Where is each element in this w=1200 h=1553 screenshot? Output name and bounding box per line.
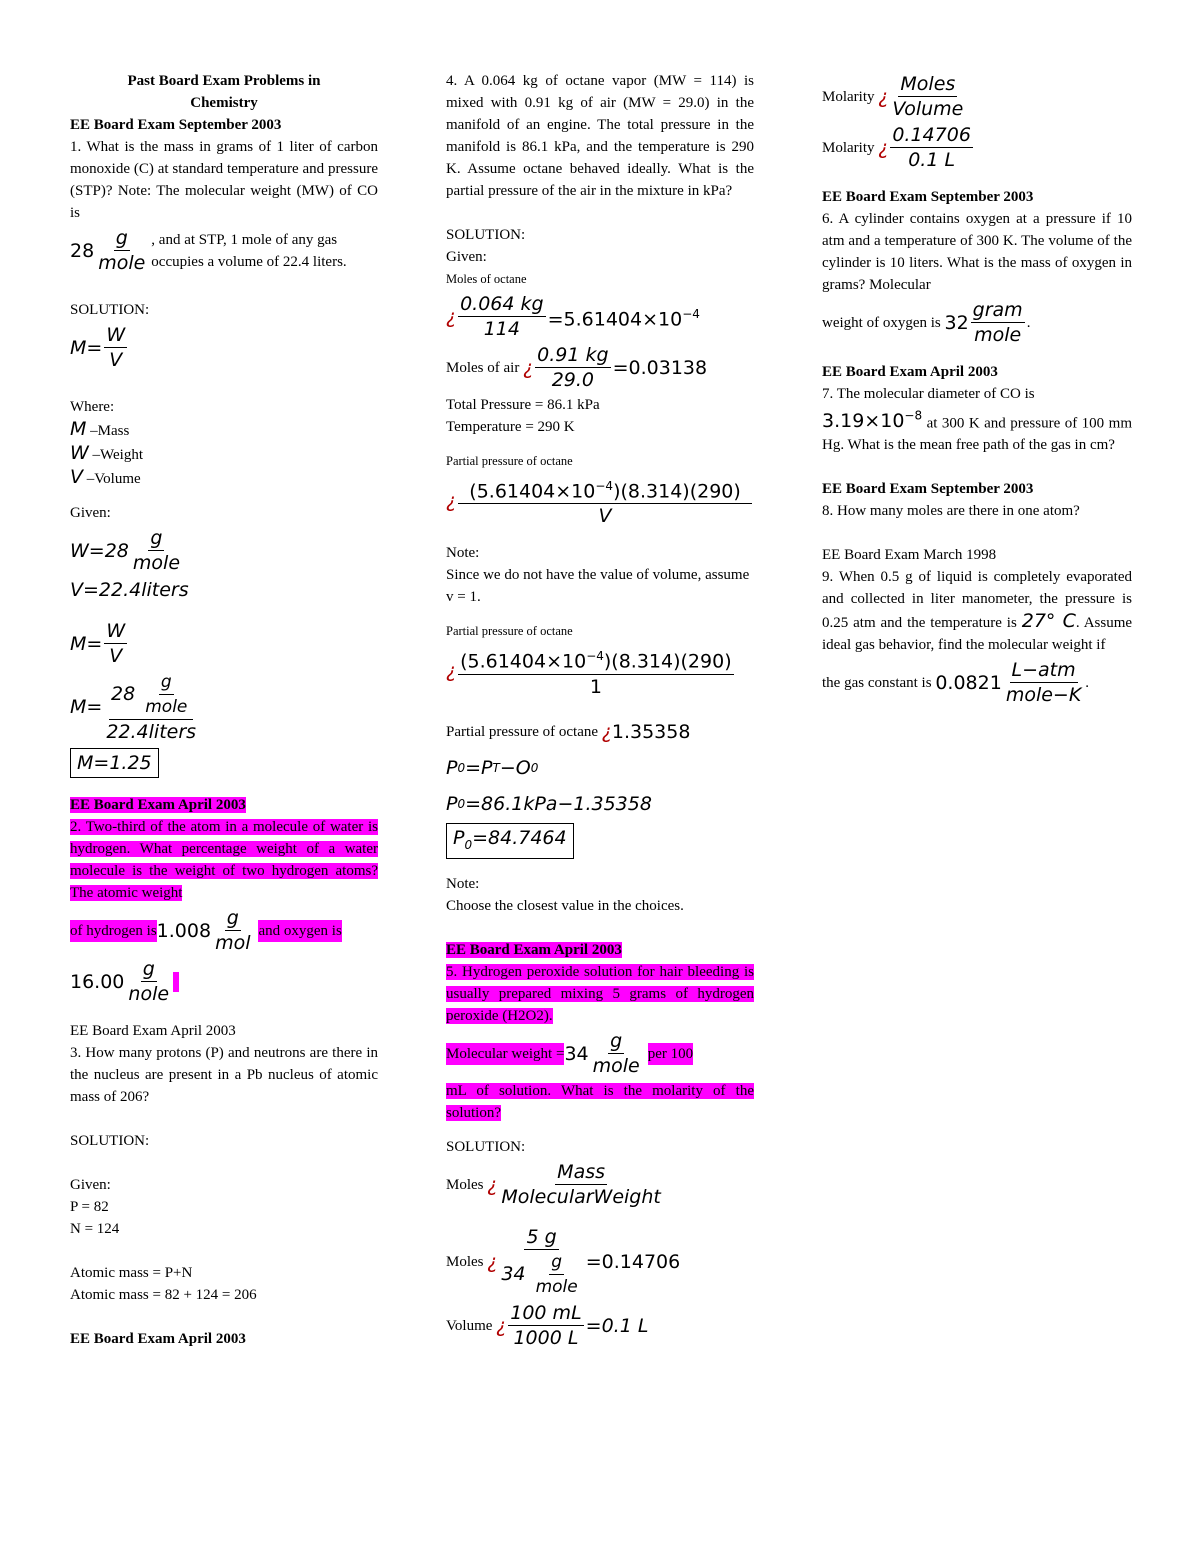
note-label-2: Note: <box>446 876 480 893</box>
problem-6-question: 6. A cylinder contains oxygen at a pressure if 10 atm and a temperature of 300 K. The volume of the cylinder is 10 liters. What is the mass of oxygen in grams? Molecular <box>822 211 1132 293</box>
problem-9-question: 9. When 0.5 g of liquid is completely evaporated and collected in liter manometer, the pressure is 0.25 atm and the temperature is 27° C. Assume ideal gas behavior, find the molecular weight if <box>822 569 1133 654</box>
problem-9-heading: EE Board Exam March 1998 <box>822 547 997 564</box>
problem-5-heading: EE Board Exam April 2003 <box>446 942 622 959</box>
problem-8-heading: EE Board Exam September 2003 <box>822 481 1034 498</box>
molarity-calc: Molarity ¿ $\frac{0.14706}{0.1 L}$ <box>822 124 971 171</box>
problem-6-mw: weight of oxygen is 32 $\frac{\text{gram}}{\text{mole}}$ . <box>822 299 1031 346</box>
problem-7-question: 7. The molecular diameter of CO is <box>822 386 1035 402</box>
column-3 <box>822 70 1132 709</box>
problem-2-oxygen: 16.00 $\frac{g}{\text{nole}}$ <box>70 957 378 1006</box>
pp-octane-label-2: Partial pressure of octane <box>446 624 573 639</box>
total-pressure: Total Pressure = 86.1 kPa <box>446 397 600 413</box>
given-label: Given: <box>70 505 111 521</box>
where-v: V –Volume <box>70 466 141 488</box>
problem-5-question: 5. Hydrogen peroxide solution for hair bleeding is usually prepared mixing 5 grams of hydrogen peroxide (H2O2). <box>446 964 754 1025</box>
where-label: Where: <box>70 399 115 415</box>
problem-7-question-2: $3.19\times 10^{-8}$ at 300 K and pressure of 100 mm Hg. What is the mean free path of the gas in cm? <box>822 409 1132 454</box>
problem-5-question-2: mL of solution. What is the molarity of the solution? <box>446 1083 754 1122</box>
column-2 <box>446 70 754 1352</box>
substitution: M = 28 $\frac{g}{\text{mole}}$ 22.4liters <box>70 672 197 743</box>
problem-3-heading: EE Board Exam April 2003 <box>70 1023 236 1039</box>
problem-6-heading: EE Board Exam September 2003 <box>822 189 1034 205</box>
pp-octane-eq-1: ¿ $\frac{(5.61404\times 10^{-4})(8.314)(290)}{1}$ <box>446 644 754 698</box>
given-v: V = 22.4 liters <box>70 579 189 601</box>
given-label-4: Given: <box>446 249 487 265</box>
solution-label-4: SOLUTION: <box>446 227 526 243</box>
result-box: M=1.25 <box>70 746 378 780</box>
problem-1-heading: EE Board Exam September 2003 <box>70 117 282 133</box>
moles-octane-label: Moles of octane <box>446 272 527 286</box>
problem-4-heading: EE Board Exam April 2003 <box>70 1331 246 1347</box>
pp-octane-label: Partial pressure of octane <box>446 454 573 468</box>
solution-label: SOLUTION: <box>70 302 150 318</box>
problem-1-question: 1. What is the mass in grams of 1 liter of carbon monoxide (C) at standard temperature and pressure (STP)? Note: The molecular weight (MW) of CO is <box>70 139 378 221</box>
given-w: W = 28 $\frac{g}{\text{mole}}$ <box>70 527 181 574</box>
molarity-formula: Molarity ¿ $\frac{\text{Moles}}{\text{Volume}}$ <box>822 73 964 120</box>
pressure-result-box: $P_0=84.7464$ <box>446 823 754 860</box>
problem-5-mw: Molecular weight = 34 $\frac{g}{\text{mole}}$ per 100 <box>446 1030 694 1078</box>
pressure-eq-2: P 0 =86.1kPa−1.35358 <box>446 792 652 815</box>
moles-formula: Moles ¿ $\frac{\text{Mass}}{\text{MolecularWeight}}$ <box>446 1161 661 1209</box>
atomic-mass-result: Atomic mass = 82 + 124 = 206 <box>70 1287 257 1303</box>
solution-label-5: SOLUTION: <box>446 1139 526 1156</box>
problem-7-heading: EE Board Exam April 2003 <box>822 364 998 380</box>
note-label: Note: <box>446 545 480 562</box>
solution-label-3: SOLUTION: <box>70 1133 150 1149</box>
pressure-eq-1: P 0 =P T −O 0 <box>446 756 539 779</box>
temperature: Temperature = 290 K <box>446 419 575 435</box>
note-text-2: Choose the closest value in the choices. <box>446 898 684 915</box>
problem-4-question: 4. A 0.064 kg of octane vapor (MW = 114) is mixed with 0.91 kg of air (MW = 29.0) in the manifold of an engine. The total pressure in the manifold is 86.1 kPa, and the temperature is 290 K. Assume octane behaved ideally. What is the partial pressure of the air in the mixture in kPa? <box>446 73 754 199</box>
where-w: W –Weight <box>70 442 143 464</box>
given-label-3: Given: <box>70 1177 111 1193</box>
moles-air-eq: Moles of air ¿ $\frac{0.91 kg}{29.0}$ =0.03138 <box>446 344 708 391</box>
problem-1-mw: 28 $\frac{g}{\text{mole}}$ , and at STP, 1 mole of any gas occupies a volume of 22.4 liters. <box>70 227 347 274</box>
problem-2-weights: of hydrogen is 1.008 $\frac{g}{\text{mol}}$ and oxygen is <box>70 907 342 954</box>
moles-calc: Moles ¿ 5 g 34 $\frac{g}{\text{mole}}$ =0.14706 <box>446 1226 681 1298</box>
moles-octane-eq: ¿ $\frac{0.064 kg}{114}$ $=5.61404\times 10^{-4}$ <box>446 293 700 340</box>
note-text: Since we do not have the value of volume, assume v = 1. <box>446 567 750 606</box>
where-m: M –Mass <box>70 418 130 440</box>
volume-calc: Volume ¿ $\frac{100 mL}{1000 L}$ =0.1 L <box>446 1302 649 1350</box>
column-1 <box>70 70 378 1350</box>
given-n: N = 124 <box>70 1221 120 1237</box>
problem-2-question: 2. Two-third of the atom in a molecule of water is hydrogen. What percentage weight of a water molecule is the weight of two hydrogen atoms? The atomic weight <box>70 819 378 901</box>
problem-2-heading: EE Board Exam April 2003 <box>70 797 246 813</box>
problem-8-question: 8. How many moles are there in one atom? <box>822 503 1080 520</box>
formula-m-w-v: M = $\frac{W}{V}$ <box>70 324 126 371</box>
given-p: P = 82 <box>70 1199 109 1215</box>
pp-octane-value: Partial pressure of octane ¿ 1.35358 <box>446 720 691 743</box>
problem-9-gas-constant: the gas constant is 0.0821 $\frac{\text{L−atm}}{\text{mole−K}}$ . <box>822 659 1090 707</box>
pp-octane-eq-v: ¿ $\frac{(5.61404\times 10^{-4})(8.314)(290)}{V}$ <box>446 474 754 528</box>
formula-m-w-v-2: M = $\frac{W}{V}$ <box>70 620 126 667</box>
problem-3-question: 3. How many protons (P) and neutrons are there in the nucleus are present in a Pb nucleus of atomic mass of 206? <box>70 1045 378 1105</box>
atomic-mass-formula: Atomic mass = P+N <box>70 1265 193 1281</box>
page-title: Past Board Exam Problems in Chemistry <box>127 73 321 111</box>
